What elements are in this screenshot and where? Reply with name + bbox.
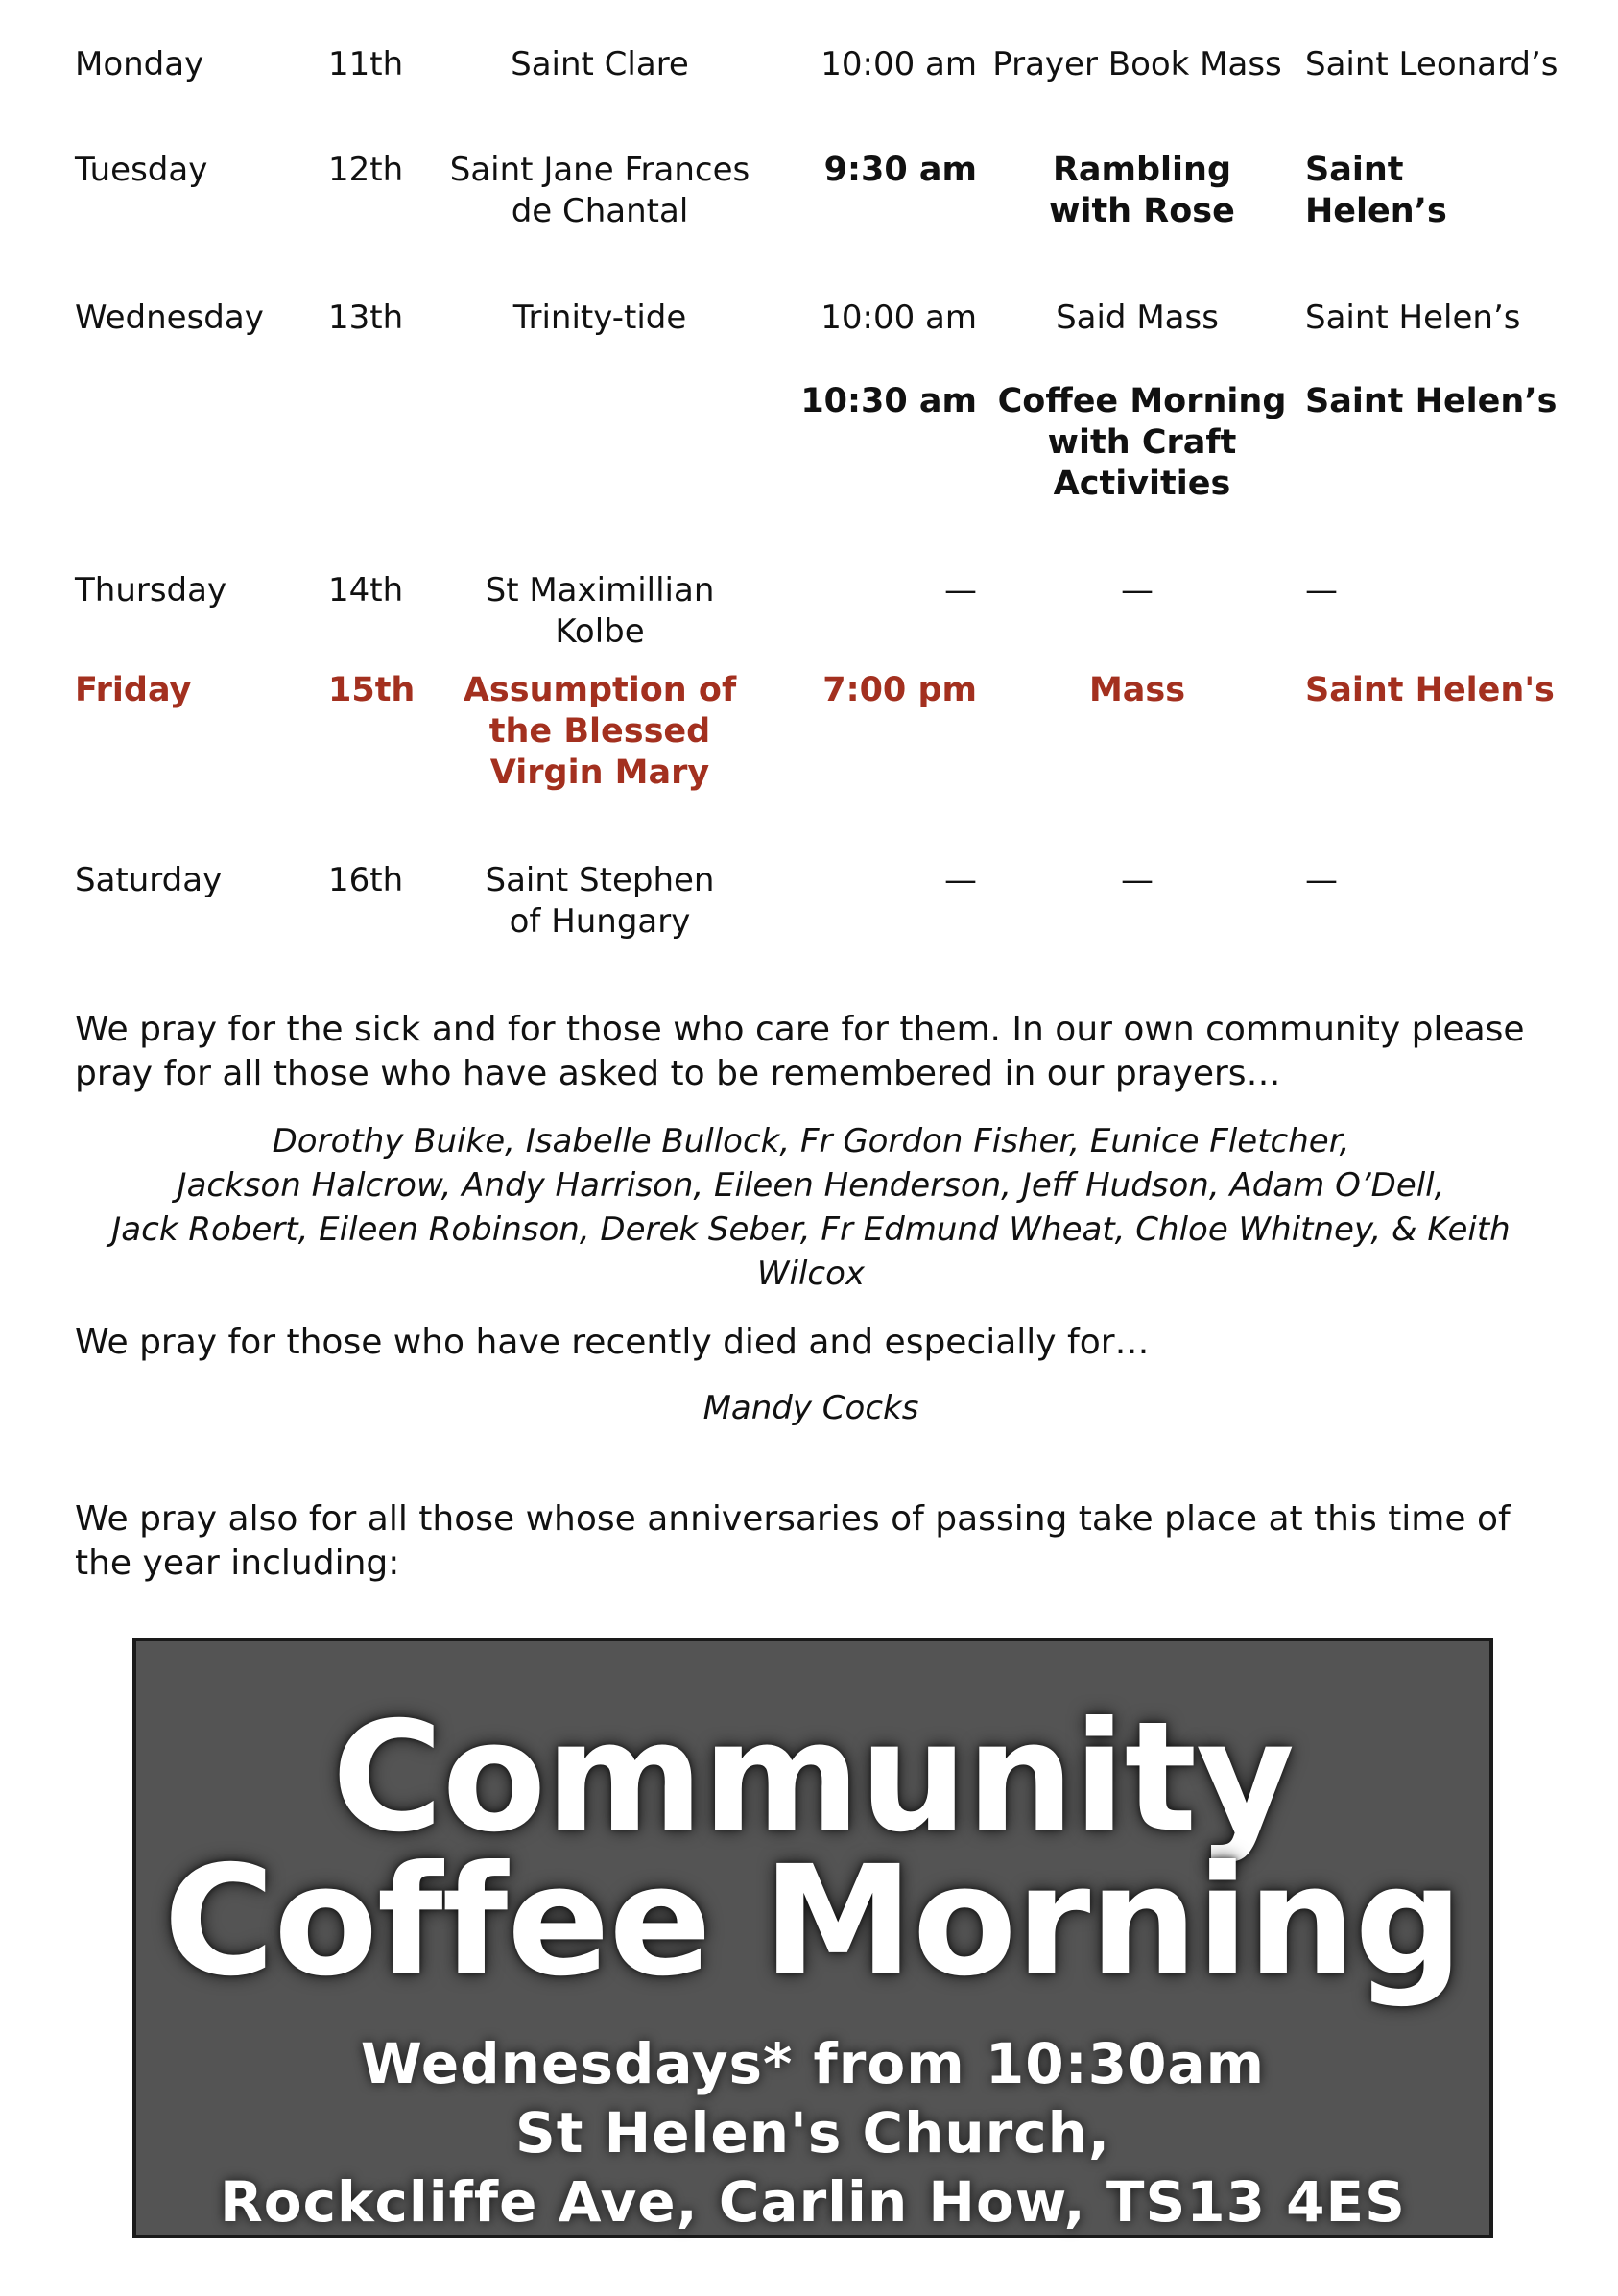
time: — <box>944 571 977 610</box>
banner-sub-line-1: Wednesdays* from 10:30am <box>360 2031 1266 2096</box>
coffee-morning-banner <box>132 1638 1493 2238</box>
day: Saturday <box>75 861 223 899</box>
day: Tuesday <box>75 151 208 189</box>
sick-names-line-3: Jack Robert, Eileen Robinson, Derek Seber, Fr Edmund Wheat, Chloe Whitney, & Keith Wilcox <box>111 1210 1511 1293</box>
event: — <box>1121 861 1154 899</box>
event: Said Mass <box>1056 299 1219 337</box>
day: Monday <box>75 45 204 84</box>
place: Saint Helen’s <box>1305 151 1447 230</box>
time: — <box>944 861 977 899</box>
event: — <box>1121 571 1154 610</box>
sick-prayer-intro: We pray for the sick and for those who care for them. In our own community please pray for all those who have asked to be remembered in our prayers… <box>75 1010 1525 1093</box>
time: 10:30 am <box>800 382 977 420</box>
event: Rambling with Rose <box>1049 151 1235 230</box>
saint: Trinity-tide <box>512 299 687 337</box>
date: 13th <box>328 299 404 337</box>
place: — <box>1305 571 1338 610</box>
saint: St Maximillian Kolbe <box>485 571 715 651</box>
saint: Assumption of the Blessed Virgin Mary <box>463 671 737 792</box>
banner-sub-line-2: St Helen's Church, <box>514 2100 1110 2165</box>
died-names: Mandy Cocks <box>702 1389 919 1427</box>
place: Saint Helen’s <box>1305 382 1558 420</box>
time: 7:00 pm <box>822 671 977 709</box>
anniversary-prayer-intro: We pray also for all those whose anniversaries of passing take place at this time of the year including: <box>75 1499 1511 1583</box>
day: Wednesday <box>75 299 264 337</box>
event: Prayer Book Mass <box>992 45 1282 84</box>
place: — <box>1305 861 1338 899</box>
time: 9:30 am <box>823 151 977 189</box>
sick-names-line-1: Dorothy Buike, Isabelle Bullock, Fr Gordon Fisher, Eunice Fletcher, <box>272 1122 1350 1160</box>
date: 14th <box>328 571 404 610</box>
banner-title-line-1: Community <box>331 1689 1295 1866</box>
time: 10:00 am <box>821 45 977 84</box>
event: Coffee Morning with Craft Activities <box>997 382 1287 503</box>
died-prayer-intro: We pray for those who have recently died and especially for… <box>75 1323 1150 1362</box>
time: 10:00 am <box>821 299 977 337</box>
saint: Saint Jane Frances de Chantal <box>449 151 750 230</box>
banner-title-line-2: Coffee Morning <box>163 1833 1463 2010</box>
place: Saint Leonard’s <box>1305 45 1559 84</box>
date: 16th <box>328 861 404 899</box>
date: 11th <box>328 45 404 84</box>
saint: Saint Stephen of Hungary <box>485 861 715 941</box>
date: 15th <box>328 671 416 709</box>
banner-sub-line-3: Rockcliffe Ave, Carlin How, TS13 4ES <box>220 2169 1406 2235</box>
event: Mass <box>1088 671 1186 709</box>
place: Saint Helen's <box>1305 671 1555 709</box>
saint: Saint Clare <box>511 45 689 84</box>
day: Friday <box>75 671 192 709</box>
day: Thursday <box>75 571 227 610</box>
date: 12th <box>328 151 404 189</box>
sick-names-line-2: Jackson Halcrow, Andy Harrison, Eileen Henderson, Jeff Hudson, Adam O’Dell, <box>177 1166 1445 1205</box>
place: Saint Helen’s <box>1305 299 1521 337</box>
